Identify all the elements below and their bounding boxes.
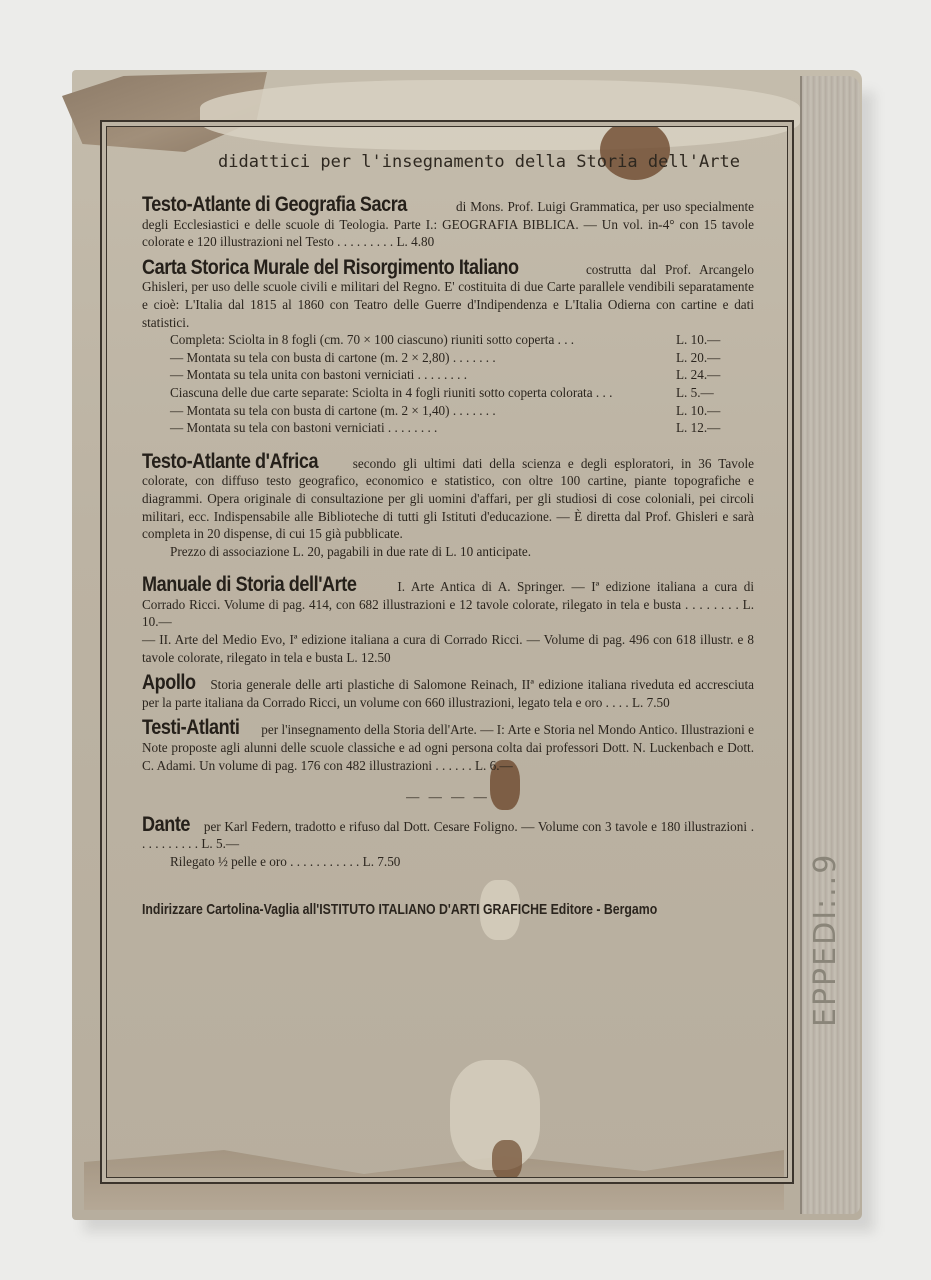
entry-carta-storica bbox=[142, 255, 754, 437]
entry-note: Prezzo di associazione L. 20, pagabili in due rate di L. 10 anticipate. bbox=[170, 543, 532, 559]
entry-apollo bbox=[142, 671, 754, 711]
entry-dante bbox=[142, 812, 754, 871]
entry-body: di Mons. Prof. Luigi Grammatica, per uso specialmente degli Ecclesiastici e delle scuole di Teologia. Parte I.: GEOGRAFIA BIBLICA. — Un vol. in-4° con 15 tavole colorate e 120 illustrazioni nel Testo . . . . . . . . . L. 4.80 bbox=[142, 199, 754, 250]
entry-body: costrutta dal Prof. Arcangelo Ghisleri, per uso delle scuole civili e militari del Regno. E' costituita di due Carte parallele vendibili separatamente e cioè: L'Italia dal 1815 al 1860 con Teatro delle Guerre d'Indipendenza e L'Italia Odierna con cartine e dati statistici. bbox=[142, 261, 754, 330]
entry-body: per Karl Federn, tradotto e rifuso dal Dott. Cesare Foligno. — Volume con 3 tavole e 180 illustrazioni . . . . . . . . . . L. 5.— bbox=[142, 818, 754, 852]
entry-body-2: — II. Arte del Medio Evo, Iª edizione italiana a cura di Corrado Ricci. — Volume di pag. 496 con 618 illustr. e 8 tavole colorate, rilegato in tela e busta L. 12.50 bbox=[142, 632, 754, 665]
price-row: — Montata su tela con busta di cartone (m. 2 × 1,40) . . . . . . . L. 10.— bbox=[170, 402, 721, 418]
page-header: didattici per l'insegnamento della Storia dell'Arte bbox=[218, 152, 740, 172]
publisher-footer: Indirizzare Cartolina-Vaglia all'ISTITUTO ITALIANO D'ARTI GRAFICHE Editore - Bergamo bbox=[142, 900, 658, 918]
entry-title: Carta Storica Murale del Risorgimento Italiano bbox=[142, 255, 519, 279]
entry-title: Manuale di Storia dell'Arte bbox=[142, 573, 357, 597]
entry-title: Dante bbox=[142, 812, 191, 836]
spine-label: EPPEDI:..9 bbox=[808, 852, 843, 1028]
entry-body: I. Arte Antica di A. Springer. — Iª edizione italiana a cura di Corrado Ricci. Volume di pag. 414, con 682 illustrazioni e 12 tavole colorate, rilegato in tela e busta . . . . . . . . L. 10.— bbox=[142, 579, 754, 630]
catalog-text bbox=[142, 193, 754, 918]
entry-body: per l'insegnamento della Storia dell'Arte. — I: Arte e Storia nel Mondo Antico. Illustrazioni e Note proposte agli alunni delle scuole classiche e ad ogni persona colta dai professori Dott. N. Luckenbach e Dott. C. Adami. Un volume di pag. 176 con 482 illustrazioni . . . . . . L. 6.— bbox=[142, 722, 754, 773]
divider: — — — — bbox=[406, 789, 490, 805]
entry-body: Storia generale delle arti plastiche di Salomone Reinach, IIª edizione italiana riveduta ed accresciuta per la parte italiana da Corrado Ricci, un volume con 660 illustrazioni, legato tela e oro . . . . L. 7.50 bbox=[142, 677, 754, 710]
entry-geografia-sacra bbox=[142, 193, 754, 251]
entry-title: Testo-Atlante di Geografia Sacra bbox=[142, 193, 407, 216]
entry-body-2: Rilegato ½ pelle e oro . . . . . . . . . . . L. 7.50 bbox=[170, 854, 401, 869]
entry-testi-atlanti bbox=[142, 716, 754, 774]
price-row: Completa: Sciolta in 8 fogli (cm. 70 × 100 ciascuno) riuniti sotto coperta . . . L. 10.— bbox=[170, 332, 721, 348]
price-row: Ciascuna delle due carte separate: Sciolta in 4 fogli riuniti sotto coperta colorata . . . L. 5.— bbox=[170, 384, 714, 400]
entry-title: Testi-Atlanti bbox=[142, 716, 240, 740]
entry-body: secondo gli ultimi dati della scienza e degli esploratori, in 36 Tavole colorate, con diffuso testo geografico, economico e statistico, con oltre 100 cartine, piante topografiche e diagrammi. Opera originale di consultazione per gli uomini d'affari, per gli studiosi di cose coloniali, pei circoli militari, ecc. Indispensabile alle Biblioteche di tutti gli Istituti d'educazione. — È diretta dal Prof. Ghisleri e sarà completa in 20 dispense, di cui 15 già pubblicate. bbox=[142, 455, 754, 542]
entry-title: Apollo bbox=[142, 671, 196, 695]
entry-atlante-africa bbox=[142, 449, 754, 561]
entry-manuale-storia bbox=[142, 573, 754, 666]
entry-title: Testo-Atlante d'Africa bbox=[142, 449, 319, 473]
price-row: — Montata su tela con bastoni verniciati . . . . . . . . L. 12.— bbox=[170, 420, 721, 436]
price-row: — Montata su tela unita con bastoni verniciati . . . . . . . . L. 24.— bbox=[170, 367, 721, 383]
price-row: — Montata su tela con busta di cartone (m. 2 × 2,80) . . . . . . . L. 20.— bbox=[170, 349, 721, 365]
